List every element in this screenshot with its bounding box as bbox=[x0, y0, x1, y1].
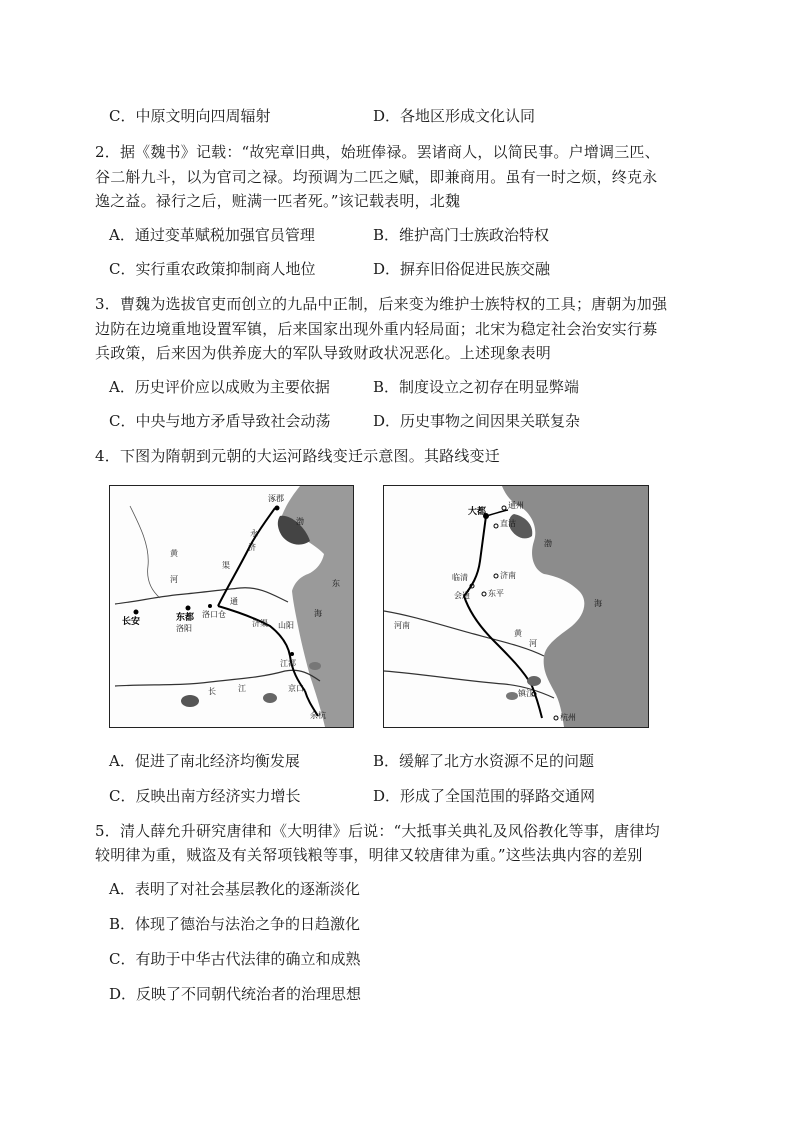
label-huitong: 会通 bbox=[454, 591, 470, 600]
lake-3 bbox=[309, 662, 321, 670]
grand-canal-yuan bbox=[464, 516, 542, 718]
label-tong: 通 bbox=[230, 597, 238, 606]
q5-option-c: C．有助于中华古代法律的确立和成熟 bbox=[109, 950, 361, 968]
city-zhigu-dot bbox=[494, 524, 498, 528]
label-dadu: 大都 bbox=[468, 507, 487, 517]
label-luoyang: 洛阳 bbox=[176, 624, 192, 633]
q2-option-a: A．通过变革赋税加强官员管理 bbox=[109, 226, 315, 244]
label-jiangdu: 江都 bbox=[280, 659, 296, 668]
q3-option-b: B．制度设立之初存在明显弊端 bbox=[373, 378, 580, 396]
q2-option-c: C．实行重农政策抑制商人地位 bbox=[109, 260, 316, 278]
map-yuan-canal bbox=[383, 485, 649, 728]
q5-stem-line-1: 5．清人薛允升研究唐律和《大明律》后说：“大抵事关典礼及风俗教化等事，唐律均 bbox=[95, 822, 660, 840]
q1-option-c: C．中原文明向四周辐射 bbox=[109, 107, 271, 125]
label-hai: 海 bbox=[314, 609, 322, 618]
tonghui-canal bbox=[486, 510, 508, 516]
q3-stem-line-2: 边防在边境重地设置军镇，后来国家出现外重内轻局面；北宋为稳定社会治安实行募 bbox=[95, 320, 658, 338]
label-dong: 东 bbox=[332, 579, 340, 588]
q4-option-c: C．反映出南方经济实力增长 bbox=[109, 787, 301, 805]
map-sui-svg bbox=[110, 486, 353, 727]
city-jinan-dot bbox=[494, 574, 498, 578]
lake-2 bbox=[263, 693, 277, 703]
label-hangzhou: 杭州 bbox=[560, 713, 576, 722]
city-dongping-dot bbox=[482, 592, 486, 596]
label-hai-right: 海 bbox=[594, 599, 602, 608]
label-yong: 永 bbox=[250, 529, 258, 538]
label-henan: 河南 bbox=[394, 621, 410, 630]
q5-stem-line-2: 较明律为重，贼盗及有关帑项钱粮等事，明律又较唐律为重。”这些法典内容的差别 bbox=[95, 846, 643, 864]
label-zhenjiang: 镇江 bbox=[518, 689, 534, 698]
city-hangzhou-dot bbox=[554, 716, 558, 720]
label-jiang: 江 bbox=[238, 684, 246, 693]
label-dongdu: 东都 bbox=[176, 613, 195, 623]
city-zhuojun-dot bbox=[275, 506, 280, 511]
yongji-canal bbox=[218, 508, 275, 606]
q2-stem-line-2: 谷二斛九斗，以为官司之禄。均预调为二匹之赋，即兼商用。虽有一时之烦，终克永 bbox=[95, 168, 658, 186]
label-bo-right: 渤 bbox=[544, 539, 552, 548]
q1-option-d: D．各地区形成文化认同 bbox=[373, 107, 536, 125]
label-shanyang: 山阳 bbox=[278, 621, 294, 630]
city-jiangdu-dot bbox=[290, 652, 294, 656]
q2-stem-line-3: 逸之益。禄行之后，赃满一匹者死。”该记载表明，北魏 bbox=[95, 192, 461, 210]
q3-stem-line-3: 兵政策，后来因为供养庞大的军队导致财政状况恶化。上述现象表明 bbox=[95, 344, 552, 362]
map-yuan-svg bbox=[384, 486, 648, 727]
q2-stem-line-1: 2．据《魏书》记载：“故宪章旧典，始班俸禄。罢诸商人，以简民事。户增调三匹、 bbox=[95, 143, 660, 161]
q3-option-d: D．历史事物之间因果关联复杂 bbox=[373, 412, 581, 430]
river-branch bbox=[130, 506, 160, 598]
city-dongdu-dot bbox=[186, 606, 191, 611]
city-luokoucang-dot bbox=[208, 604, 212, 608]
label-luokoucang: 洛口仓 bbox=[202, 610, 226, 619]
label-bo: 渤 bbox=[296, 517, 304, 526]
label-jiqu: 济渠 bbox=[252, 619, 268, 628]
label-chang: 长 bbox=[208, 687, 216, 696]
label-yuhang: 余杭 bbox=[310, 711, 326, 720]
q4-option-b: B．缓解了北方水资源不足的问题 bbox=[373, 752, 595, 770]
label-qu: 渠 bbox=[222, 561, 230, 570]
label-dongping: 东平 bbox=[488, 589, 504, 598]
q3-option-a: A．历史评价应以成败为主要依据 bbox=[109, 378, 330, 396]
q4-option-d: D．形成了全国范围的驿路交通网 bbox=[373, 787, 596, 805]
label-chang-an: 长安 bbox=[122, 617, 141, 627]
label-huang-right: 黄 bbox=[514, 629, 522, 638]
label-huang: 黄 bbox=[170, 549, 178, 558]
lake-right-2 bbox=[506, 692, 518, 700]
city-chang-an-dot bbox=[134, 610, 139, 615]
q4-stem: 4．下图为隋朝到元朝的大运河路线变迁示意图。其路线变迁 bbox=[95, 447, 500, 465]
q5-option-b: B．体现了德治与法治之争的日趋激化 bbox=[109, 915, 361, 933]
q3-option-c: C．中央与地方矛盾导致社会动荡 bbox=[109, 412, 331, 430]
q2-option-b: B．维护高门士族政治特权 bbox=[373, 226, 550, 244]
lake-1 bbox=[181, 695, 199, 707]
city-tongzhou-dot bbox=[502, 506, 506, 510]
label-tongzhou: 通州 bbox=[508, 501, 524, 510]
label-jinan: 济南 bbox=[500, 571, 516, 580]
label-he: 河 bbox=[170, 575, 178, 584]
lake-right-1 bbox=[527, 676, 541, 686]
q4-option-a: A．促进了南北经济均衡发展 bbox=[109, 752, 300, 770]
q5-option-d: D．反映了不同朝代统治者的治理思想 bbox=[109, 985, 362, 1003]
label-linqing: 临清 bbox=[452, 573, 468, 582]
map-sui-canal bbox=[109, 485, 354, 728]
q5-option-a: A．表明了对社会基层教化的逐渐淡化 bbox=[109, 880, 360, 898]
q2-option-d: D．摒弃旧俗促进民族交融 bbox=[373, 260, 551, 278]
label-ji: 济 bbox=[248, 543, 256, 552]
yellow-river bbox=[115, 588, 288, 604]
label-jingkou: 京口 bbox=[288, 684, 304, 693]
q3-stem-line-1: 3．曹魏为选拔官吏而创立的九品中正制，后来变为维护士族特权的工具；唐朝为加强 bbox=[95, 295, 668, 313]
label-he-right: 河 bbox=[529, 639, 537, 648]
label-zhuojun: 涿郡 bbox=[268, 494, 284, 503]
label-zhigu: 直沽 bbox=[500, 519, 516, 528]
